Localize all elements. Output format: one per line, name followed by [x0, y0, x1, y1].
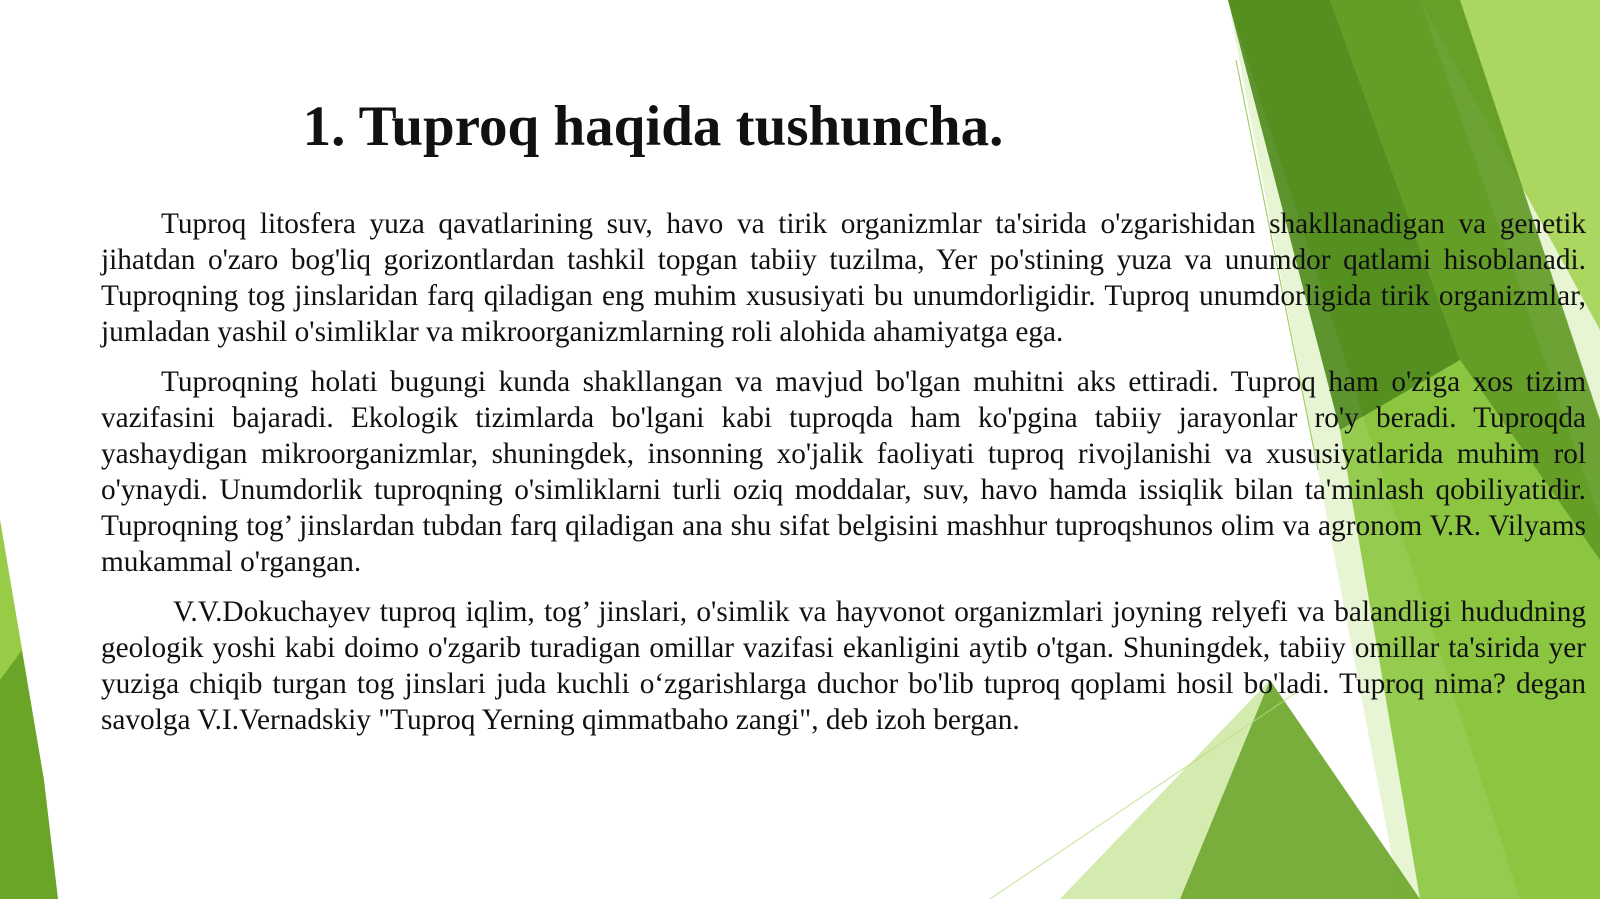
paragraph-3: V.V.Dokuchayev tuproq iqlim, tog’ jinslari, o'simlik va hayvonot organizmlari joyning relyefi va balandligi hududning geologik yoshi kabi doimo o'zgarib turadigan omillar vazifasi ekanligini aytib o'tgan. Shuningdek, tabiiy omillar ta'sirida yer yuziga chiqib turgan tog jinslari juda kuchli o‘zgarishlarga duchor bo'lib tuproq qoplami hosil bo'ladi. Tuproq nima? degan savolga V.I.Vernadskiy "Tuproq Yerning qimmatbaho zangi", deb izoh bergan. — [101, 596, 1586, 736]
paragraph-2: Tuproqning holati bugungi kunda shakllangan va mavjud bo'lgan muhitni aks ettiradi. Tuproq ham o'ziga xos tizim vazifasini bajaradi. Ekologik tizimlarda bo'lgani kabi tuproqda ham ko'pgina tabiiy jarayonlar ro'y beradi. Tuproqda yashaydigan mikroorganizmlar, shuningdek, insonning xo'jalik faoliyati tuproq rivojlanishi va xususiyatlarida muhim rol o'ynaydi. Unumdorlik tuproqning o'simliklarni turli oziq moddalar, suv, havo hamda issiqlik bilan ta'minlash qobiliyatidir. Tuproqning tog’ jinslardan tubdan farq qiladigan ana shu sifat belgisini mashhur tuproqshunos olim va agronom V.R. Vilyams mukammal o'rgangan. — [101, 366, 1586, 578]
paragraph-1: Tuproq litosfera yuza qavatlarining suv, havo va tirik organizmlar ta'sirida o'zgarishidan shakllanadigan va genetik jihatdan o'zaro bog'liq gorizontlardan tashkil topgan tabiiy tuzilma, Yer po'stining yuza va unumdor qatlami hisoblanadi. Tuproqning tog jinslaridan farq qiladigan eng muhim xususiyati bu unumdorligidir. Tuproq unumdorligida tirik organizmlar, jumladan yashil o'simliklar va mikroorganizmlarning roli alohida ahamiyatga ega. — [101, 208, 1586, 348]
slide-title: 1. Tuproq haqida tushuncha. — [302, 95, 1004, 158]
body-text — [101, 206, 1586, 752]
